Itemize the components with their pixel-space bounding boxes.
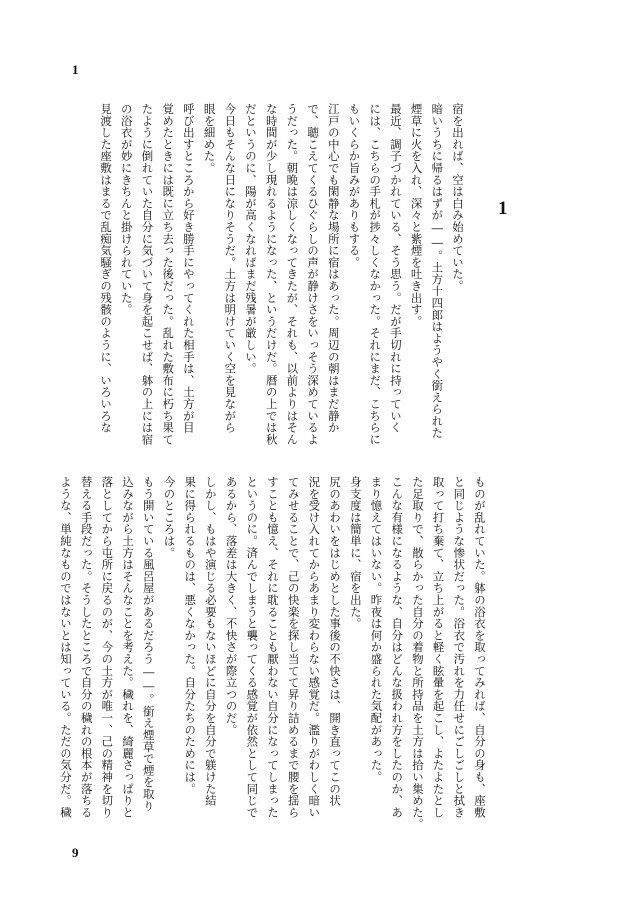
text-line: 覚めたときには既に立ち去った後だった。乱れた敷布に朽ち果て [161, 103, 176, 446]
text-line: もう開いている風呂屋があるだろう――。銜え煙草で煙を取り [141, 476, 156, 812]
text-line: 替える手段だった。そうしたところで自分の穢れの根本が落ちる [79, 476, 94, 819]
text-line: ような、単純なものではないとは知っている。ただの気分だ。穢 [58, 476, 73, 819]
text-line: 眼を細めた。 [202, 103, 217, 174]
text-line: ものが乱れていた。躰の浴衣を取ってみれば、自分の身も、座敷 [473, 476, 487, 819]
text-line: 江戸の中心でも閑静な場所に宿はあった。周辺の朝はまだ静か [326, 103, 341, 434]
text-line: 況を受け入れてからあまり変わらない感覚だ。濫りがわしく暗い [307, 476, 322, 819]
text-line: で、聴こえてくるひぐらしの声が静けさをいっそう深めているよ [306, 103, 321, 446]
text-line: 果に得られるものは、悪くなかった。自分たちのためには。 [183, 476, 198, 795]
text-line: てみせることで、己の快楽を探し当てて昇り詰めるまで腰を揺ら [286, 476, 301, 819]
text-line: 取って打ち棄て、立ち上がると軽く眩暈を起こし、よたよたとし [431, 476, 446, 819]
text-line: うだった。朝晩は涼しくなってきたが、それも、以前よりはそん [285, 103, 300, 446]
bottom-page-number: 9 [72, 845, 79, 860]
text-line: 最近、調子づかれている、そう思う。だが手切れに持っていく [388, 103, 403, 434]
text-line: たように倒れていた自分に気づいて身を起こせば、躰の上には宿 [140, 103, 155, 446]
text-line: 落としてから屯所に戻るのが、今の土方が唯一、己の精神を切り [100, 476, 115, 819]
text-line: 暗いうちに帰るはずが――。土方十四郎はようやく銜えられた [430, 103, 445, 439]
top-page-number: 1 [72, 62, 79, 77]
text-line: こんな有様になるような、自分はどんな扱われ方をしたのか、あ [390, 476, 405, 819]
text-line: の浴衣が妙にきちんと掛けられていた。 [119, 103, 134, 316]
text-line: た足取りで、散らかった自分の着物と所持品を土方は拾い集めた。 [410, 476, 425, 830]
text-line: 見渡した座敷はまるで乱痴気騒ぎの残骸のように、いろいろな [99, 103, 114, 434]
text-line: 今のところは。 [162, 476, 177, 559]
text-line: と同じような惨状だった。浴衣で汚れを力任せにごしごしと拭き [452, 476, 467, 819]
text-line: 込みながら土方はそんなことを考えた。穢れを、綺麗さっぱりと [121, 476, 136, 819]
text-line: もいくらか旨みがありもする。 [347, 103, 362, 269]
text-line: 身支度は簡単に、宿を出た。 [348, 476, 363, 630]
text-line: 今日もそんな日になりそうだ。土方は明けていく空を見ながら [223, 103, 238, 434]
text-line: 尻のあわいをはじめとした事後の不快さは、開き直ってこの状 [328, 476, 343, 807]
text-line: だというのに、陽が高くなればまだ残暑が厳しい。 [243, 103, 258, 375]
bottom-text-block [58, 476, 490, 830]
text-line: 呼び出すところから好き勝手にやってくれた相手は、土方が目 [181, 103, 196, 434]
text-line: には、こちらの手札が捗々しくなかった。それにまだ、こちらに [368, 103, 383, 446]
text-line: な時間が少し現れるようになった、というだけだ。暦の上では秋 [264, 103, 279, 446]
text-line: あるから、落差は大きく、不快さが際立つのだ。 [224, 476, 239, 736]
text-line: まり憶えてはいない。昨夜は何か盛られた気配があった。 [369, 476, 384, 783]
text-line: 宿を出れば、空は白み始めていた。 [451, 103, 465, 292]
text-line: というのに。済んでしまうと襲ってくる感覚が依然として同じで [245, 476, 260, 819]
text-line: 煙草に火を入れ、深々と紫煙を吐き出す。 [409, 103, 424, 328]
chapter-number: 1 [498, 198, 508, 219]
top-text-block [90, 103, 468, 446]
text-line: しかし、もはや演じる必要もないほどに自分を自分で躾けた結 [203, 476, 218, 807]
text-line: すことも憶え、それに耽ることも厭わない自分になってしまった [265, 476, 280, 819]
